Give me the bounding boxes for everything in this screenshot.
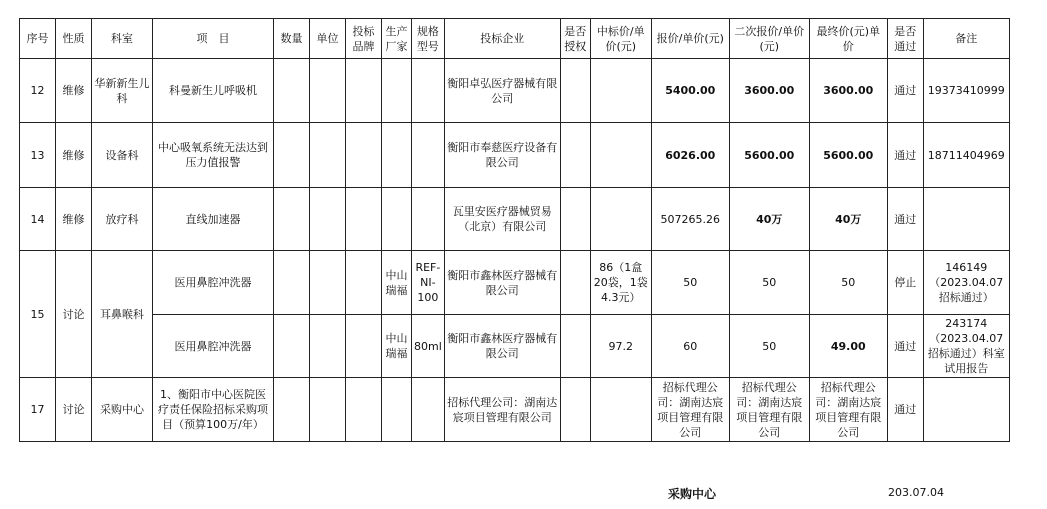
cell-company: 衡阳卓弘医疗器械有限公司 <box>444 59 560 123</box>
cell-no: 17 <box>20 378 56 442</box>
cell-spec: 80ml <box>412 315 445 378</box>
cell-second: 3600.00 <box>729 59 809 123</box>
cell-unit <box>310 188 346 251</box>
cell-unit <box>310 59 346 123</box>
cell-brand <box>346 59 382 123</box>
table-row <box>20 378 1010 442</box>
cell-company: 衡阳市鑫林医疗器械有限公司 <box>444 251 560 315</box>
cell-spec <box>412 123 445 188</box>
cell-unit <box>310 378 346 442</box>
col-header: 单位 <box>310 19 346 59</box>
cell-spec: REF-NI-100 <box>412 251 445 315</box>
cell-pass: 通过 <box>887 188 923 251</box>
cell-qty <box>274 59 310 123</box>
table-row <box>20 123 1010 188</box>
cell-item: 医用鼻腔冲洗器 <box>153 251 274 315</box>
cell-no: 15 <box>20 251 56 378</box>
cell-type: 维修 <box>56 188 92 251</box>
cell-quote: 5400.00 <box>651 59 729 123</box>
cell-spec <box>412 59 445 123</box>
cell-final: 50 <box>809 251 887 315</box>
cell-dept: 放疗科 <box>92 188 153 251</box>
cell-bid <box>590 188 651 251</box>
cell-bid <box>590 59 651 123</box>
cell-type: 讨论 <box>56 251 92 378</box>
cell-auth <box>560 378 590 442</box>
cell-qty <box>274 315 310 378</box>
cell-no: 14 <box>20 188 56 251</box>
cell-maker <box>382 123 412 188</box>
cell-pass: 通过 <box>887 315 923 378</box>
cell-brand <box>346 315 382 378</box>
cell-final: 40万 <box>809 188 887 251</box>
cell-spec <box>412 188 445 251</box>
cell-second: 50 <box>729 251 809 315</box>
cell-pass: 通过 <box>887 378 923 442</box>
header-row <box>20 19 1010 59</box>
cell-item: 科曼新生儿呼吸机 <box>153 59 274 123</box>
cell-pass: 停止 <box>887 251 923 315</box>
cell-maker <box>382 188 412 251</box>
cell-dept: 华新新生儿科 <box>92 59 153 123</box>
table-row <box>20 188 1010 251</box>
cell-no: 12 <box>20 59 56 123</box>
cell-note: 19373410999 <box>923 59 1009 123</box>
cell-company: 衡阳市奉慈医疗设备有限公司 <box>444 123 560 188</box>
cell-qty <box>274 378 310 442</box>
cell-bid <box>590 378 651 442</box>
cell-dept: 采购中心 <box>92 378 153 442</box>
cell-unit <box>310 123 346 188</box>
col-header: 序号 <box>20 19 56 59</box>
cell-item: 医用鼻腔冲洗器 <box>153 315 274 378</box>
cell-type: 维修 <box>56 123 92 188</box>
cell-note <box>923 188 1009 251</box>
cell-unit <box>310 315 346 378</box>
cell-quote: 60 <box>651 315 729 378</box>
col-header: 科室 <box>92 19 153 59</box>
col-header: 二次报价/单价(元) <box>729 19 809 59</box>
cell-note: 18711404969 <box>923 123 1009 188</box>
cell-second: 50 <box>729 315 809 378</box>
cell-dept: 设备科 <box>92 123 153 188</box>
cell-dept: 耳鼻喉科 <box>92 251 153 378</box>
cell-type: 维修 <box>56 59 92 123</box>
col-header: 最终价(元)单价 <box>809 19 887 59</box>
procurement-table <box>19 18 1010 442</box>
cell-maker <box>382 378 412 442</box>
cell-auth <box>560 315 590 378</box>
col-header: 是否授权 <box>560 19 590 59</box>
col-header: 规格型号 <box>412 19 445 59</box>
cell-final: 3600.00 <box>809 59 887 123</box>
cell-quote: 50 <box>651 251 729 315</box>
cell-note: 146149（2023.04.07招标通过） <box>923 251 1009 315</box>
cell-brand <box>346 123 382 188</box>
col-header: 备注 <box>923 19 1009 59</box>
cell-item: 中心吸氧系统无法达到压力值报警 <box>153 123 274 188</box>
cell-brand <box>346 251 382 315</box>
col-header: 数量 <box>274 19 310 59</box>
cell-brand <box>346 188 382 251</box>
table-row <box>20 251 1010 315</box>
col-header: 性质 <box>56 19 92 59</box>
cell-bid: 97.2 <box>590 315 651 378</box>
cell-note: 243174（2023.04.07招标通过）科室试用报告 <box>923 315 1009 378</box>
cell-quote: 招标代理公司：湖南达宸项目管理有限公司 <box>651 378 729 442</box>
col-header: 中标价/单价(元) <box>590 19 651 59</box>
cell-final: 5600.00 <box>809 123 887 188</box>
cell-final: 49.00 <box>809 315 887 378</box>
col-header: 投标企业 <box>444 19 560 59</box>
cell-auth <box>560 123 590 188</box>
cell-unit <box>310 251 346 315</box>
cell-auth <box>560 188 590 251</box>
cell-brand <box>346 378 382 442</box>
cell-maker <box>382 59 412 123</box>
cell-bid: 86（1盒20袋，1袋4.3元） <box>590 251 651 315</box>
cell-qty <box>274 251 310 315</box>
footer-department: 采购中心 <box>668 487 717 501</box>
cell-spec <box>412 378 445 442</box>
cell-auth <box>560 59 590 123</box>
cell-second: 40万 <box>729 188 809 251</box>
cell-second: 5600.00 <box>729 123 809 188</box>
cell-note <box>923 378 1009 442</box>
cell-company: 招标代理公司：湖南达宸项目管理有限公司 <box>444 378 560 442</box>
cell-auth <box>560 251 590 315</box>
cell-pass: 通过 <box>887 59 923 123</box>
col-header: 投标品牌 <box>346 19 382 59</box>
cell-qty <box>274 188 310 251</box>
cell-maker: 中山瑞福 <box>382 315 412 378</box>
cell-pass: 通过 <box>887 123 923 188</box>
cell-bid <box>590 123 651 188</box>
cell-final: 招标代理公司：湖南达宸项目管理有限公司 <box>809 378 887 442</box>
table-row <box>20 59 1010 123</box>
cell-maker: 中山瑞福 <box>382 251 412 315</box>
cell-qty <box>274 123 310 188</box>
cell-company: 衡阳市鑫林医疗器械有限公司 <box>444 315 560 378</box>
cell-item: 1、衡阳市中心医院医疗责任保险招标采购项目（预算100万/年） <box>153 378 274 442</box>
cell-quote: 6026.00 <box>651 123 729 188</box>
col-header: 生产厂家 <box>382 19 412 59</box>
cell-second: 招标代理公司：湖南达宸项目管理有限公司 <box>729 378 809 442</box>
col-header: 报价/单价(元) <box>651 19 729 59</box>
cell-type: 讨论 <box>56 378 92 442</box>
col-header: 项 目 <box>153 19 274 59</box>
footer-date: 203.07.04 <box>888 486 944 499</box>
col-header: 是否通过 <box>887 19 923 59</box>
cell-company: 瓦里安医疗器械贸易（北京）有限公司 <box>444 188 560 251</box>
cell-no: 13 <box>20 123 56 188</box>
cell-quote: 507265.26 <box>651 188 729 251</box>
cell-item: 直线加速器 <box>153 188 274 251</box>
table-row <box>20 315 1010 378</box>
